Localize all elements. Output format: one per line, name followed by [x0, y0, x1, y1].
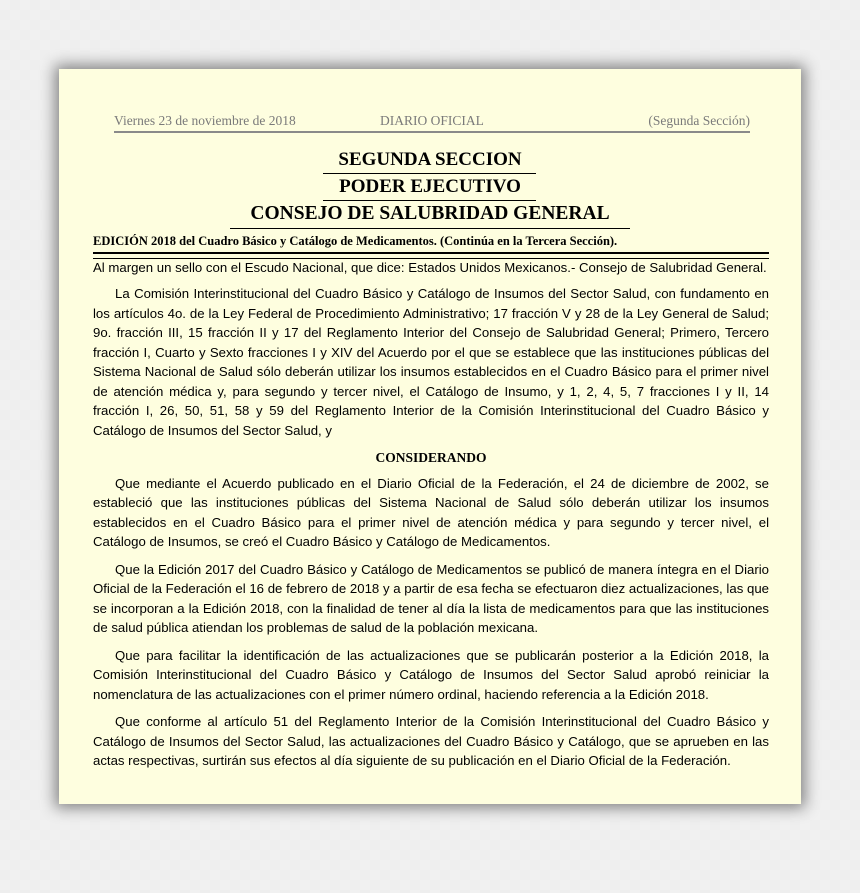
title-rule-1 [323, 173, 536, 174]
double-rule [93, 252, 769, 259]
seal-paragraph: Al margen un sello con el Escudo Nacional, que dice: Estados Unidos Mexicanos.- Consejo de Salubridad General. [93, 260, 767, 275]
document-page [59, 69, 801, 804]
section-title: SEGUNDA SECCION [338, 149, 522, 170]
title-rule-3 [230, 228, 630, 229]
edition-line: EDICIÓN 2018 del Cuadro Básico y Catálogo de Medicamentos. (Continúa en la Tercera Sección). [93, 234, 618, 248]
title-rule-2 [323, 200, 536, 201]
page-header [114, 113, 750, 133]
header-section: (Segunda Sección) [648, 113, 750, 128]
paragraph-3: Que para facilitar la identificación de las actualizaciones que se publicarán posterior a la Edición 2018, la Comisión Interinstitucional del Cuadro Básico y Catálogo de Insumos del Sector Salud aprobó reiniciar la nomenclatura de las actualizaciones con el primer número ordinal, haciendo referencia a la Edición 2018. [93, 647, 769, 702]
considerando-heading: CONSIDERANDO [375, 450, 487, 465]
document-body [93, 260, 769, 779]
paragraph-1: Que mediante el Acuerdo publicado en el Diario Oficial de la Federación, el 24 de diciembre de 2002, se estableció que las instituciones públicas del Sistema Nacional de Salud sólo deberán utilizar los insumos establecidos en el Cuadro Básico para el primer nivel de atención médica y para segundo y tercer nivel, el Catálogo de Insumos, se creó el Cuadro Básico y Catálogo de Medicamentos. [93, 475, 769, 549]
agency-title: CONSEJO DE SALUBRIDAD GENERAL [250, 203, 610, 224]
branch-title: PODER EJECUTIVO [339, 176, 521, 197]
paragraph-2: Que la Edición 2017 del Cuadro Básico y Catálogo de Medicamentos se publicó de manera íntegra en el Diario Oficial de la Federación el 16 de febrero de 2018 y a partir de esa fecha se efectuaron diez actualizaciones, las que se incorporan a la Edición 2018, con la finalidad de tener al día la lista de medicamentos para que las instituciones de salud pública atiendan los problemas de salud de la población mexicana. [93, 561, 769, 635]
header-publication: DIARIO OFICIAL [380, 113, 484, 128]
intro-paragraph: La Comisión Interinstitucional del Cuadro Básico y Catálogo de Insumos del Sector Salud, con fundamento en los artículos 4o. de la Ley Federal de Procedimiento Administrativo; 17 fracción V y 28 de la Ley General de Salud; 9o. fracción III, 15 fracción II y 17 del Reglamento Interior del Consejo de Salubridad General; Primero, Tercero fracción I, Cuarto y Sexto fracciones I y XIV del Acuerdo por el que se establece que las instituciones públicas del Sistema Nacional de Salud sólo deberán utilizar los insumos establecidos en el Cuadro Básico para el primer nivel de atención médica y, para segundo y tercer nivel, el Catálogo de Insumo, y 1, 2, 4, 5, 7 fracciones I y II, 14 fracción I, 26, 50, 51, 58 y 59 del Reglamento Interior de la Comisión Interinstitucional del Cuadro Básico y Catálogo de Insumos del Sector Salud, y [93, 286, 769, 438]
paragraph-4: Que conforme al artículo 51 del Reglamento Interior de la Comisión Interinstitucional del Cuadro Básico y Catálogo de Insumos del Sector Salud, las actualizaciones del Cuadro Básico y Catálogo, que se aprueben en las actas respectivas, surtirán sus efectos al día siguiente de su publicación en el Diario Oficial de la Federación. [93, 714, 769, 768]
header-date: Viernes 23 de noviembre de 2018 [114, 113, 296, 128]
